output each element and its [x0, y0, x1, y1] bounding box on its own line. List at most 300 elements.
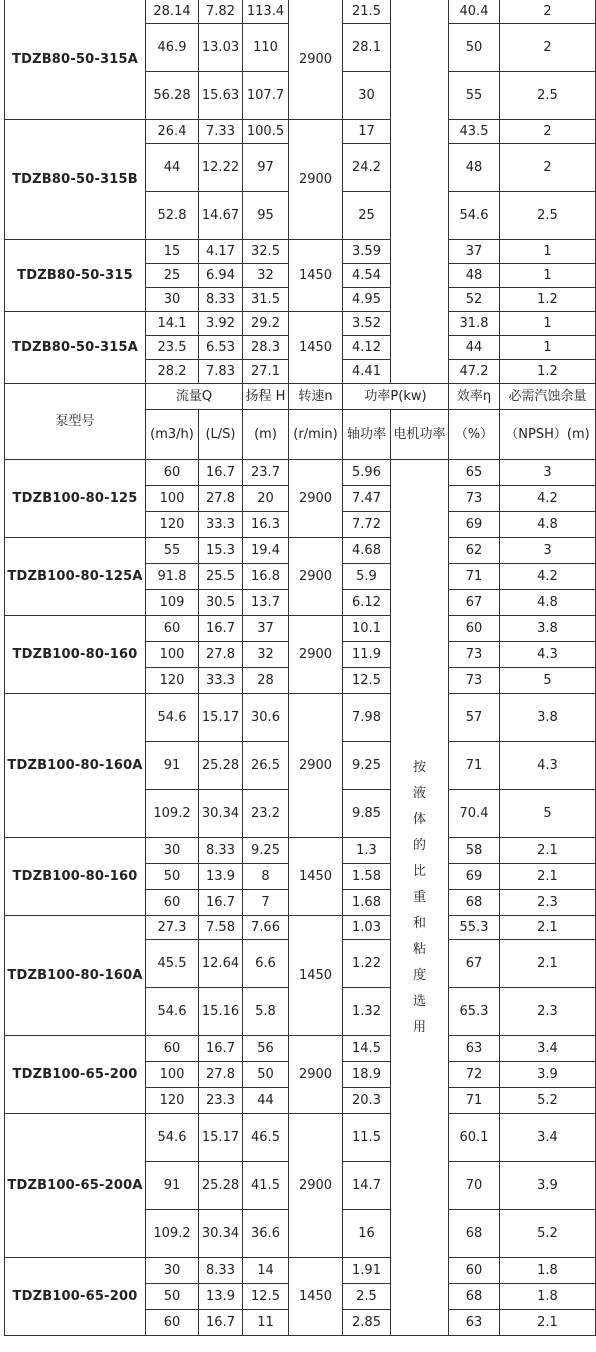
npsh: 2.3: [500, 988, 596, 1036]
efficiency: 63: [449, 1310, 500, 1336]
npsh: 2: [500, 120, 596, 144]
efficiency: 70.4: [449, 790, 500, 838]
pump-model: TDZB100-80-125: [5, 460, 146, 538]
flow-ls: 16.7: [199, 616, 243, 642]
speed-rpm: 2900: [289, 0, 343, 120]
header-power: 功率P(kw): [343, 384, 449, 410]
head-m: 7.66: [243, 916, 289, 940]
motor-power-note-char: 用: [412, 1019, 426, 1035]
flow-ls: 4.17: [199, 240, 243, 264]
motor-power-note-char: 度: [412, 967, 426, 983]
efficiency: 62: [449, 538, 500, 564]
table-row: [5, 838, 596, 864]
shaft-power: 17: [343, 120, 391, 144]
flow-ls: 3.92: [199, 312, 243, 336]
flow-ls: 8.33: [199, 838, 243, 864]
table-row: [5, 916, 596, 940]
motor-power-note-char: 体: [412, 811, 426, 827]
table-row: [5, 240, 596, 264]
head-m: 95: [243, 192, 289, 240]
flow-m3h: 30: [146, 288, 199, 312]
shaft-power: 4.41: [343, 360, 391, 384]
efficiency: 73: [449, 486, 500, 512]
flow-ls: 12.64: [199, 940, 243, 988]
flow-m3h: 54.6: [146, 1114, 199, 1162]
efficiency: 63: [449, 1036, 500, 1062]
efficiency: 43.5: [449, 120, 500, 144]
head-m: 29.2: [243, 312, 289, 336]
efficiency: 58: [449, 838, 500, 864]
shaft-power: 16: [343, 1210, 391, 1258]
npsh: 1.2: [500, 288, 596, 312]
efficiency: 60.1: [449, 1114, 500, 1162]
flow-ls: 15.16: [199, 988, 243, 1036]
flow-ls: 6.53: [199, 336, 243, 360]
flow-ls: 13.03: [199, 24, 243, 72]
speed-rpm: 2900: [289, 1036, 343, 1114]
flow-m3h: 60: [146, 460, 199, 486]
flow-m3h: 120: [146, 1088, 199, 1114]
flow-ls: 7.82: [199, 0, 243, 24]
head-m: 110: [243, 24, 289, 72]
efficiency: 73: [449, 642, 500, 668]
table-row: [5, 1036, 596, 1062]
head-m: 28.3: [243, 336, 289, 360]
header-efficiency-unit: （%）: [449, 410, 500, 460]
speed-rpm: 1450: [289, 312, 343, 384]
head-m: 100.5: [243, 120, 289, 144]
pump-model: TDZB100-65-200: [5, 1258, 146, 1336]
flow-ls: 7.58: [199, 916, 243, 940]
head-m: 23.7: [243, 460, 289, 486]
shaft-power: 14.7: [343, 1162, 391, 1210]
flow-ls: 7.33: [199, 120, 243, 144]
flow-m3h: 26.4: [146, 120, 199, 144]
flow-m3h: 100: [146, 642, 199, 668]
head-m: 12.5: [243, 1284, 289, 1310]
head-m: 46.5: [243, 1114, 289, 1162]
head-m: 36.6: [243, 1210, 289, 1258]
npsh: 1: [500, 264, 596, 288]
shaft-power: 21.5: [343, 0, 391, 24]
table-row: [5, 120, 596, 144]
shaft-power: 2.85: [343, 1310, 391, 1336]
header-npsh: 必需汽蚀余量: [500, 384, 596, 410]
npsh: 1: [500, 240, 596, 264]
header-efficiency: 效率η: [449, 384, 500, 410]
head-m: 7: [243, 890, 289, 916]
npsh: 3.4: [500, 1114, 596, 1162]
flow-m3h: 28.2: [146, 360, 199, 384]
shaft-power: 7.47: [343, 486, 391, 512]
efficiency: 69: [449, 512, 500, 538]
efficiency: 72: [449, 1062, 500, 1088]
flow-m3h: 27.3: [146, 916, 199, 940]
flow-m3h: 91: [146, 742, 199, 790]
npsh: 3.8: [500, 694, 596, 742]
header-flow-unit-ls: (L/S): [199, 410, 243, 460]
efficiency: 70: [449, 1162, 500, 1210]
head-m: 32.5: [243, 240, 289, 264]
bottom-section: [5, 460, 596, 1336]
shaft-power: 30: [343, 72, 391, 120]
shaft-power: 14.5: [343, 1036, 391, 1062]
pump-model: TDZB100-80-160A: [5, 694, 146, 838]
flow-ls: 16.7: [199, 1036, 243, 1062]
shaft-power: 18.9: [343, 1062, 391, 1088]
flow-ls: 14.67: [199, 192, 243, 240]
npsh: 2: [500, 144, 596, 192]
head-m: 30.6: [243, 694, 289, 742]
flow-m3h: 45.5: [146, 940, 199, 988]
npsh: 2.3: [500, 890, 596, 916]
table-row: [5, 538, 596, 564]
efficiency: 37: [449, 240, 500, 264]
efficiency: 48: [449, 144, 500, 192]
flow-ls: 16.7: [199, 890, 243, 916]
efficiency: 71: [449, 564, 500, 590]
head-m: 113.4: [243, 0, 289, 24]
npsh: 2.1: [500, 940, 596, 988]
flow-ls: 33.3: [199, 512, 243, 538]
head-m: 6.6: [243, 940, 289, 988]
speed-rpm: 1450: [289, 1258, 343, 1336]
header-flow: 流量Q: [146, 384, 243, 410]
flow-m3h: 91: [146, 1162, 199, 1210]
flow-ls: 8.33: [199, 288, 243, 312]
table-row: [5, 312, 596, 336]
pump-model: TDZB100-80-125A: [5, 538, 146, 616]
head-m: 20: [243, 486, 289, 512]
shaft-power: 1.68: [343, 890, 391, 916]
efficiency: 65.3: [449, 988, 500, 1036]
efficiency: 65: [449, 460, 500, 486]
head-m: 5.8: [243, 988, 289, 1036]
efficiency: 69: [449, 864, 500, 890]
flow-m3h: 60: [146, 616, 199, 642]
efficiency: 54.6: [449, 192, 500, 240]
shaft-power: 4.12: [343, 336, 391, 360]
flow-ls: 25.28: [199, 1162, 243, 1210]
header-model: 泵型号: [5, 384, 146, 460]
npsh: 5: [500, 790, 596, 838]
motor-power-note-char: 和: [412, 915, 426, 931]
flow-m3h: 28.14: [146, 0, 199, 24]
shaft-power: 1.22: [343, 940, 391, 988]
head-m: 107.7: [243, 72, 289, 120]
flow-m3h: 55: [146, 538, 199, 564]
head-m: 9.25: [243, 838, 289, 864]
pump-model: TDZB80-50-315A: [5, 312, 146, 384]
shaft-power: 3.52: [343, 312, 391, 336]
flow-ls: 27.8: [199, 642, 243, 668]
flow-m3h: 60: [146, 1036, 199, 1062]
shaft-power: 7.72: [343, 512, 391, 538]
flow-m3h: 46.9: [146, 24, 199, 72]
efficiency: 68: [449, 1284, 500, 1310]
flow-m3h: 60: [146, 890, 199, 916]
header-head-unit: (m): [243, 410, 289, 460]
efficiency: 55.3: [449, 916, 500, 940]
npsh: 2.1: [500, 916, 596, 940]
flow-m3h: 25: [146, 264, 199, 288]
flow-m3h: 100: [146, 1062, 199, 1088]
flow-m3h: 100: [146, 486, 199, 512]
flow-ls: 15.3: [199, 538, 243, 564]
flow-m3h: 14.1: [146, 312, 199, 336]
head-m: 31.5: [243, 288, 289, 312]
npsh: 1.8: [500, 1284, 596, 1310]
flow-m3h: 50: [146, 1284, 199, 1310]
head-m: 37: [243, 616, 289, 642]
flow-ls: 12.22: [199, 144, 243, 192]
flow-ls: 25.28: [199, 742, 243, 790]
pump-model: TDZB100-65-200: [5, 1036, 146, 1114]
pump-model: TDZB100-65-200A: [5, 1114, 146, 1258]
npsh: 4.2: [500, 564, 596, 590]
header-npsh-unit: （NPSH）(m): [500, 410, 596, 460]
table-row: [5, 1258, 596, 1284]
shaft-power: 3.59: [343, 240, 391, 264]
head-m: 16.8: [243, 564, 289, 590]
head-m: 27.1: [243, 360, 289, 384]
flow-m3h: 120: [146, 512, 199, 538]
npsh: 3.9: [500, 1062, 596, 1088]
head-m: 23.2: [243, 790, 289, 838]
flow-m3h: 23.5: [146, 336, 199, 360]
npsh: 2.1: [500, 1310, 596, 1336]
flow-m3h: 91.8: [146, 564, 199, 590]
shaft-power: 25: [343, 192, 391, 240]
motor-power-note-char: 的: [412, 837, 426, 853]
head-m: 16.3: [243, 512, 289, 538]
header-speed: 转速n: [289, 384, 343, 410]
shaft-power: 2.5: [343, 1284, 391, 1310]
efficiency: 52: [449, 288, 500, 312]
npsh: 4.2: [500, 486, 596, 512]
npsh: 2.5: [500, 192, 596, 240]
shaft-power: 11.5: [343, 1114, 391, 1162]
shaft-power: 24.2: [343, 144, 391, 192]
shaft-power: 4.95: [343, 288, 391, 312]
flow-ls: 13.9: [199, 864, 243, 890]
header-speed-unit: (r/min): [289, 410, 343, 460]
pump-performance-table: [4, 0, 596, 1336]
flow-ls: 16.7: [199, 460, 243, 486]
table-row: [5, 460, 596, 486]
motor-power-note-char: 选: [412, 993, 426, 1009]
pump-model: TDZB100-80-160A: [5, 916, 146, 1036]
npsh: 3.9: [500, 1162, 596, 1210]
speed-rpm: 1450: [289, 916, 343, 1036]
flow-ls: 33.3: [199, 668, 243, 694]
shaft-power: 5.9: [343, 564, 391, 590]
flow-ls: 30.5: [199, 590, 243, 616]
flow-ls: 16.7: [199, 1310, 243, 1336]
flow-ls: 30.34: [199, 1210, 243, 1258]
efficiency: 60: [449, 616, 500, 642]
efficiency: 50: [449, 24, 500, 72]
flow-ls: 30.34: [199, 790, 243, 838]
efficiency: 44: [449, 336, 500, 360]
motor-power-blank: [391, 0, 449, 384]
table-row: [5, 694, 596, 742]
flow-m3h: 54.6: [146, 988, 199, 1036]
npsh: 3.8: [500, 616, 596, 642]
npsh: 4.8: [500, 512, 596, 538]
efficiency: 73: [449, 668, 500, 694]
npsh: 4.3: [500, 642, 596, 668]
shaft-power: 9.85: [343, 790, 391, 838]
motor-power-note-char: 按: [412, 759, 426, 775]
header-flow-unit-m3h: (m3/h): [146, 410, 199, 460]
pump-model: TDZB100-80-160: [5, 838, 146, 916]
pump-model: TDZB100-80-160: [5, 616, 146, 694]
efficiency: 68: [449, 1210, 500, 1258]
shaft-power: 7.98: [343, 694, 391, 742]
speed-rpm: 2900: [289, 120, 343, 240]
flow-ls: 8.33: [199, 1258, 243, 1284]
efficiency: 71: [449, 1088, 500, 1114]
shaft-power: 28.1: [343, 24, 391, 72]
head-m: 13.7: [243, 590, 289, 616]
flow-m3h: 52.8: [146, 192, 199, 240]
shaft-power: 1.3: [343, 838, 391, 864]
speed-rpm: 2900: [289, 694, 343, 838]
efficiency: 67: [449, 940, 500, 988]
head-m: 41.5: [243, 1162, 289, 1210]
flow-m3h: 44: [146, 144, 199, 192]
efficiency: 40.4: [449, 0, 500, 24]
head-m: 44: [243, 1088, 289, 1114]
npsh: 2: [500, 0, 596, 24]
pump-model: TDZB80-50-315A: [5, 0, 146, 120]
npsh: 1.2: [500, 360, 596, 384]
efficiency: 60: [449, 1258, 500, 1284]
motor-power-note-char: 液: [412, 785, 426, 801]
npsh: 3: [500, 460, 596, 486]
flow-ls: 15.63: [199, 72, 243, 120]
head-m: 50: [243, 1062, 289, 1088]
motor-power-note-char: 重: [412, 889, 426, 905]
flow-m3h: 109: [146, 590, 199, 616]
npsh: 4.3: [500, 742, 596, 790]
speed-rpm: 1450: [289, 838, 343, 916]
shaft-power: 1.32: [343, 988, 391, 1036]
shaft-power: 11.9: [343, 642, 391, 668]
npsh: 1: [500, 336, 596, 360]
flow-ls: 15.17: [199, 1114, 243, 1162]
shaft-power: 10.1: [343, 616, 391, 642]
flow-ls: 6.94: [199, 264, 243, 288]
table-row: [5, 616, 596, 642]
shaft-power: 4.54: [343, 264, 391, 288]
npsh: 2: [500, 24, 596, 72]
efficiency: 47.2: [449, 360, 500, 384]
shaft-power: 1.91: [343, 1258, 391, 1284]
shaft-power: 4.68: [343, 538, 391, 564]
head-m: 8: [243, 864, 289, 890]
npsh: 1.8: [500, 1258, 596, 1284]
efficiency: 67: [449, 590, 500, 616]
npsh: 4.8: [500, 590, 596, 616]
shaft-power: 1.58: [343, 864, 391, 890]
speed-rpm: 2900: [289, 460, 343, 538]
flow-ls: 23.3: [199, 1088, 243, 1114]
header-shaft-power: 轴功率: [343, 410, 391, 460]
efficiency: 71: [449, 742, 500, 790]
pump-model: TDZB80-50-315: [5, 240, 146, 312]
header-head: 扬程 H: [243, 384, 289, 410]
npsh: 2.1: [500, 838, 596, 864]
efficiency: 57: [449, 694, 500, 742]
head-m: 14: [243, 1258, 289, 1284]
flow-m3h: 120: [146, 668, 199, 694]
flow-ls: 13.9: [199, 1284, 243, 1310]
shaft-power: 1.03: [343, 916, 391, 940]
flow-ls: 27.8: [199, 1062, 243, 1088]
npsh: 5: [500, 668, 596, 694]
motor-power-note: [391, 460, 449, 1336]
flow-m3h: 30: [146, 1258, 199, 1284]
table-row: [5, 0, 596, 24]
efficiency: 68: [449, 890, 500, 916]
flow-m3h: 15: [146, 240, 199, 264]
shaft-power: 5.96: [343, 460, 391, 486]
speed-rpm: 2900: [289, 538, 343, 616]
head-m: 97: [243, 144, 289, 192]
head-m: 19.4: [243, 538, 289, 564]
flow-m3h: 30: [146, 838, 199, 864]
flow-m3h: 50: [146, 864, 199, 890]
npsh: 3: [500, 538, 596, 564]
npsh: 1: [500, 312, 596, 336]
motor-power-note-char: 粘: [412, 941, 426, 957]
flow-ls: 27.8: [199, 486, 243, 512]
head-m: 32: [243, 642, 289, 668]
speed-rpm: 2900: [289, 1114, 343, 1258]
head-m: 28: [243, 668, 289, 694]
flow-ls: 7.83: [199, 360, 243, 384]
flow-ls: 25.5: [199, 564, 243, 590]
table-header: [5, 384, 596, 460]
flow-m3h: 109.2: [146, 790, 199, 838]
header-row-1: [5, 384, 596, 410]
shaft-power: 12.5: [343, 668, 391, 694]
flow-m3h: 109.2: [146, 1210, 199, 1258]
flow-m3h: 56.28: [146, 72, 199, 120]
flow-m3h: 54.6: [146, 694, 199, 742]
shaft-power: 9.25: [343, 742, 391, 790]
flow-ls: 15.17: [199, 694, 243, 742]
npsh: 2.1: [500, 864, 596, 890]
flow-m3h: 60: [146, 1310, 199, 1336]
efficiency: 55: [449, 72, 500, 120]
motor-power-note-char: 比: [412, 863, 426, 879]
pump-model: TDZB80-50-315B: [5, 120, 146, 240]
head-m: 11: [243, 1310, 289, 1336]
npsh: 3.4: [500, 1036, 596, 1062]
shaft-power: 20.3: [343, 1088, 391, 1114]
table-row: [5, 1114, 596, 1162]
npsh: 5.2: [500, 1088, 596, 1114]
npsh: 2.5: [500, 72, 596, 120]
head-m: 56: [243, 1036, 289, 1062]
speed-rpm: 1450: [289, 240, 343, 312]
head-m: 32: [243, 264, 289, 288]
speed-rpm: 2900: [289, 616, 343, 694]
shaft-power: 6.12: [343, 590, 391, 616]
